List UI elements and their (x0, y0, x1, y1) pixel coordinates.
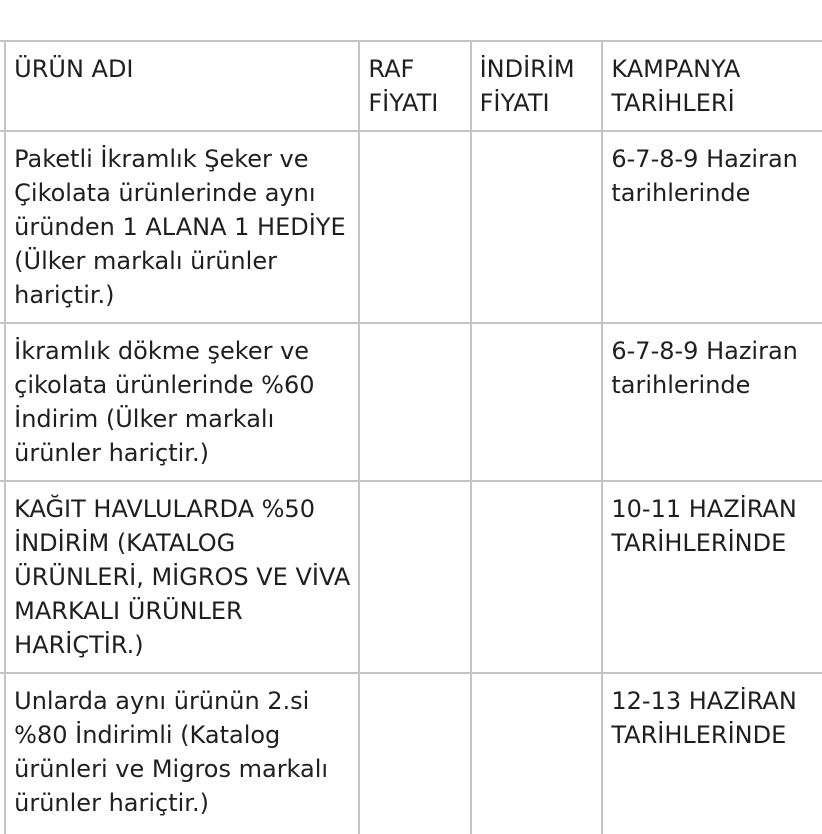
product-cell: İkramlık dökme şeker ve çikolata ürünlerinde %60 İndirim (Ülker markalı ürünler hariçtir.) (5, 323, 359, 481)
header-campaign-dates: KAMPANYA TARİHLERİ (602, 41, 822, 131)
product-cell: Paketli İkramlık Şeker ve Çikolata ürünlerinde aynı üründen 1 ALANA 1 HEDİYE (Ülker markalı ürünler hariçtir.) (5, 131, 359, 323)
dates-cell: 6-7-8-9 Haziran tarihlerinde (602, 323, 822, 481)
dates-cell: 10-11 HAZİRAN TARİHLERİNDE (602, 481, 822, 673)
discount-price-cell (471, 481, 603, 673)
shelf-price-cell (359, 673, 470, 834)
discount-price-cell (471, 673, 603, 834)
discount-price-cell (471, 323, 603, 481)
campaign-table-container (0, 40, 822, 834)
dates-cell: 6-7-8-9 Haziran tarihlerinde (602, 131, 822, 323)
shelf-price-cell (359, 323, 470, 481)
table-row (0, 131, 822, 323)
campaign-table (0, 40, 822, 834)
table-row (0, 673, 822, 834)
product-cell: Unlarda aynı ürünün 2.si %80 İndirimli (Katalog ürünleri ve Migros markalı ürünler hariçtir.) (5, 673, 359, 834)
dates-cell: 12-13 HAZİRAN TARİHLERİNDE (602, 673, 822, 834)
table-row (0, 323, 822, 481)
header-product-name: ÜRÜN ADI (5, 41, 359, 131)
discount-price-cell (471, 131, 603, 323)
table-header-row (0, 41, 822, 131)
header-discount-price: İNDİRİM FİYATI (471, 41, 603, 131)
product-cell: KAĞIT HAVLULARDA %50 İNDİRİM (KATALOG ÜRÜNLERİ, MİGROS VE VİVA MARKALI ÜRÜNLER HARİÇTİR.) (5, 481, 359, 673)
header-shelf-price: RAF FİYATI (359, 41, 470, 131)
table-row (0, 481, 822, 673)
shelf-price-cell (359, 481, 470, 673)
shelf-price-cell (359, 131, 470, 323)
